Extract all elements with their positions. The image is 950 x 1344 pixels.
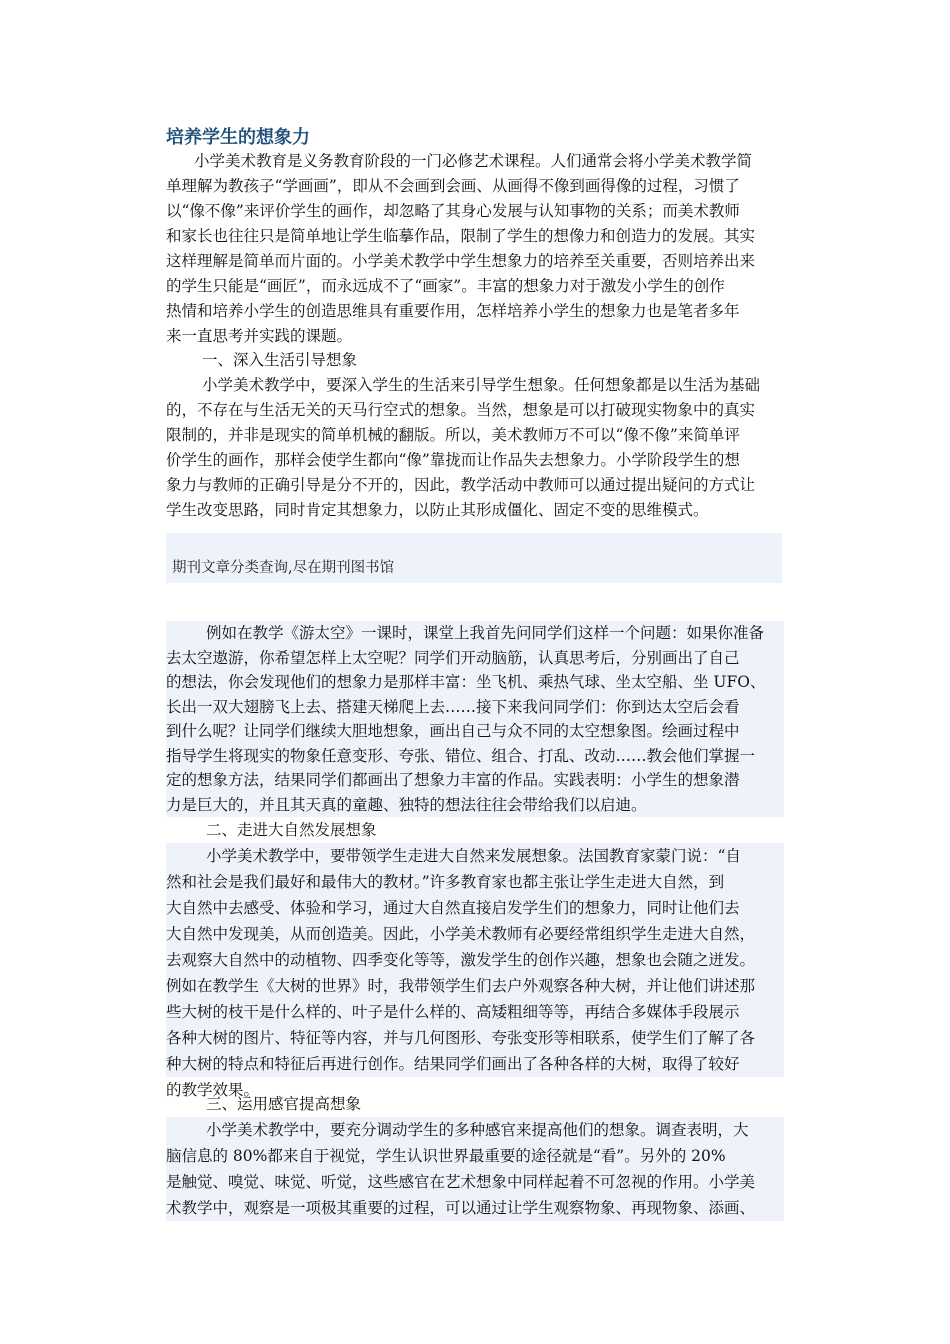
example-paragraph — [166, 621, 784, 817]
text-line: 热情和培养小学生的创造思维具有重要作用，怎样培养小学生的想象力也是笔者多年 — [166, 302, 740, 320]
text-line: 力是巨大的，并且其天真的童趣、独特的想法往往会带给我们以启迪。 — [166, 795, 647, 814]
text-line: 例如在教学《游太空》一课时，课堂上我首先问同学们这样一个问题：如果你准备 — [206, 624, 765, 642]
text-line: 这样理解是简单而片面的。小学美术教学中学生想象力的培养至关重要，否则培养出来 — [166, 252, 756, 270]
text-line: 长出一双大翅膀飞上去、搭建天梯爬上去……接下来我问同学们：你到达太空后会看 — [166, 697, 740, 716]
section-heading: 一、深入生活引导想象 — [202, 351, 358, 369]
text-line: 是触觉、嗅觉、味觉、听觉，这些感官在艺术想象中同样起着不可忽视的作用。小学美 — [166, 1169, 784, 1195]
text-line: 大自然中去感受、体验和学习，通过大自然直接启发学生们的想象力，同时让他们去 — [166, 895, 784, 921]
text-line: 小学美术教育是义务教育阶段的一门必修艺术课程。人们通常会将小学美术教学简 — [194, 152, 753, 170]
text-line: 的教学效果。 — [166, 1081, 260, 1099]
text-line: 然和社会是我们最好和最伟大的教材。”许多教育家也都主张让学生走进大自然，到 — [166, 869, 784, 895]
text-line: 限制的，并非是现实的简单机械的翻版。所以，美术教师万不可以“像不像”来简单评 — [166, 426, 740, 444]
text-line: 脑信息的 80%都来自于视觉，学生认识世界最重要的途径就是“看”。另外的 20% — [166, 1143, 784, 1169]
document-title: 培养学生的想象力 — [166, 127, 310, 148]
text-line: 小学美术教学中，要充分调动学生的多种感官来提高他们的想象。调查表明，大 — [166, 1117, 784, 1143]
journal-banner — [166, 533, 782, 583]
section-heading: 二、走进大自然发展想象 — [206, 821, 377, 839]
section-3 — [166, 1091, 784, 1221]
text-line: 来一直思考并实践的课题。 — [166, 327, 353, 345]
text-line: 定的想象方法，结果同学们都画出了想象力丰富的作品。实践表明：小学生的想象潜 — [166, 771, 740, 789]
text-line: 单理解为教孩子“学画画”，即从不会画到会画、从画得不像到画得像的过程，习惯了 — [166, 177, 740, 195]
text-line: 到什么呢？让同学们继续大胆地想象，画出自己与众不同的太空想象图。绘画过程中 — [166, 722, 740, 740]
text-line: 指导学生将现实的物象任意变形、夸张、错位、组合、打乱、改动……教会他们掌握一 — [166, 746, 756, 765]
section-1 — [166, 348, 784, 523]
text-line: 象力与教师的正确引导是分不开的，因此，教学活动中教师可以通过提出疑问的方式让 — [166, 476, 756, 494]
text-line: 的，不存在与生活无关的天马行空式的想象。当然，想象是可以打破现实物象中的真实 — [166, 401, 756, 419]
text-line: 小学美术教学中，要带领学生走进大自然来发展想象。法国教育家蒙门说：“自 — [166, 843, 784, 869]
text-line: 大自然中发现美，从而创造美。因此，小学美术教师有必要经常组织学生走进大自然， — [166, 921, 784, 947]
intro-paragraph — [166, 149, 784, 349]
section-heading: 三、运用感官提高想象 — [206, 1095, 362, 1113]
text-line: 价学生的画作，那样会使学生都向“像”靠拢而让作品失去想象力。小学阶段学生的想 — [166, 451, 740, 469]
text-line: 以“像不像”来评价学生的画作，却忽略了其身心发展与认知事物的关系；而美术教师 — [166, 202, 740, 220]
text-line: 种大树的特点和特征后再进行创作。结果同学们画出了各种各样的大树，取得了较好 — [166, 1051, 784, 1077]
text-line: 术教学中，观察是一项极其重要的过程，可以通过让学生观察物象、再现物象、添画、 — [166, 1195, 784, 1221]
text-line: 学生改变思路，同时肯定其想象力，以防止其形成僵化、固定不变的思维模式。 — [166, 501, 709, 519]
text-line: 些大树的枝干是什么样的、叶子是什么样的、高矮粗细等等，再结合多媒体手段展示 — [166, 999, 784, 1025]
text-line: 各种大树的图片、特征等内容，并与几何图形、夸张变形等相联系，使学生们了解了各 — [166, 1025, 784, 1051]
text-line: 和家长也往往只是简单地让学生临摹作品，限制了学生的想像力和创造力的发展。其实 — [166, 227, 756, 245]
text-line: 小学美术教学中，要深入学生的生活来引导学生想象。任何想象都是以生活为基础 — [202, 376, 761, 394]
text-line: 例如在教学生《大树的世界》时，我带领学生们去户外观察各种大树，并让他们讲述那 — [166, 973, 784, 999]
section-2 — [166, 817, 784, 1103]
journal-banner-text: 期刊文章分类查询,尽在期刊图书馆 — [172, 560, 395, 576]
text-line: 去观察大自然中的动植物、四季变化等等，激发学生的创作兴趣，想象也会随之迸发。 — [166, 947, 784, 973]
text-line: 的学生只能是“画匠”，而永远成不了“画家”。丰富的想象力对于激发小学生的创作 — [166, 277, 725, 295]
text-line: 去太空遨游，你希望怎样上太空呢？同学们开动脑筋，认真思考后，分别画出了自己 — [166, 648, 740, 667]
text-line: 的想法，你会发现他们的想象力是那样丰富：坐飞机、乘热气球、坐太空船、坐 UFO、 — [166, 673, 766, 691]
